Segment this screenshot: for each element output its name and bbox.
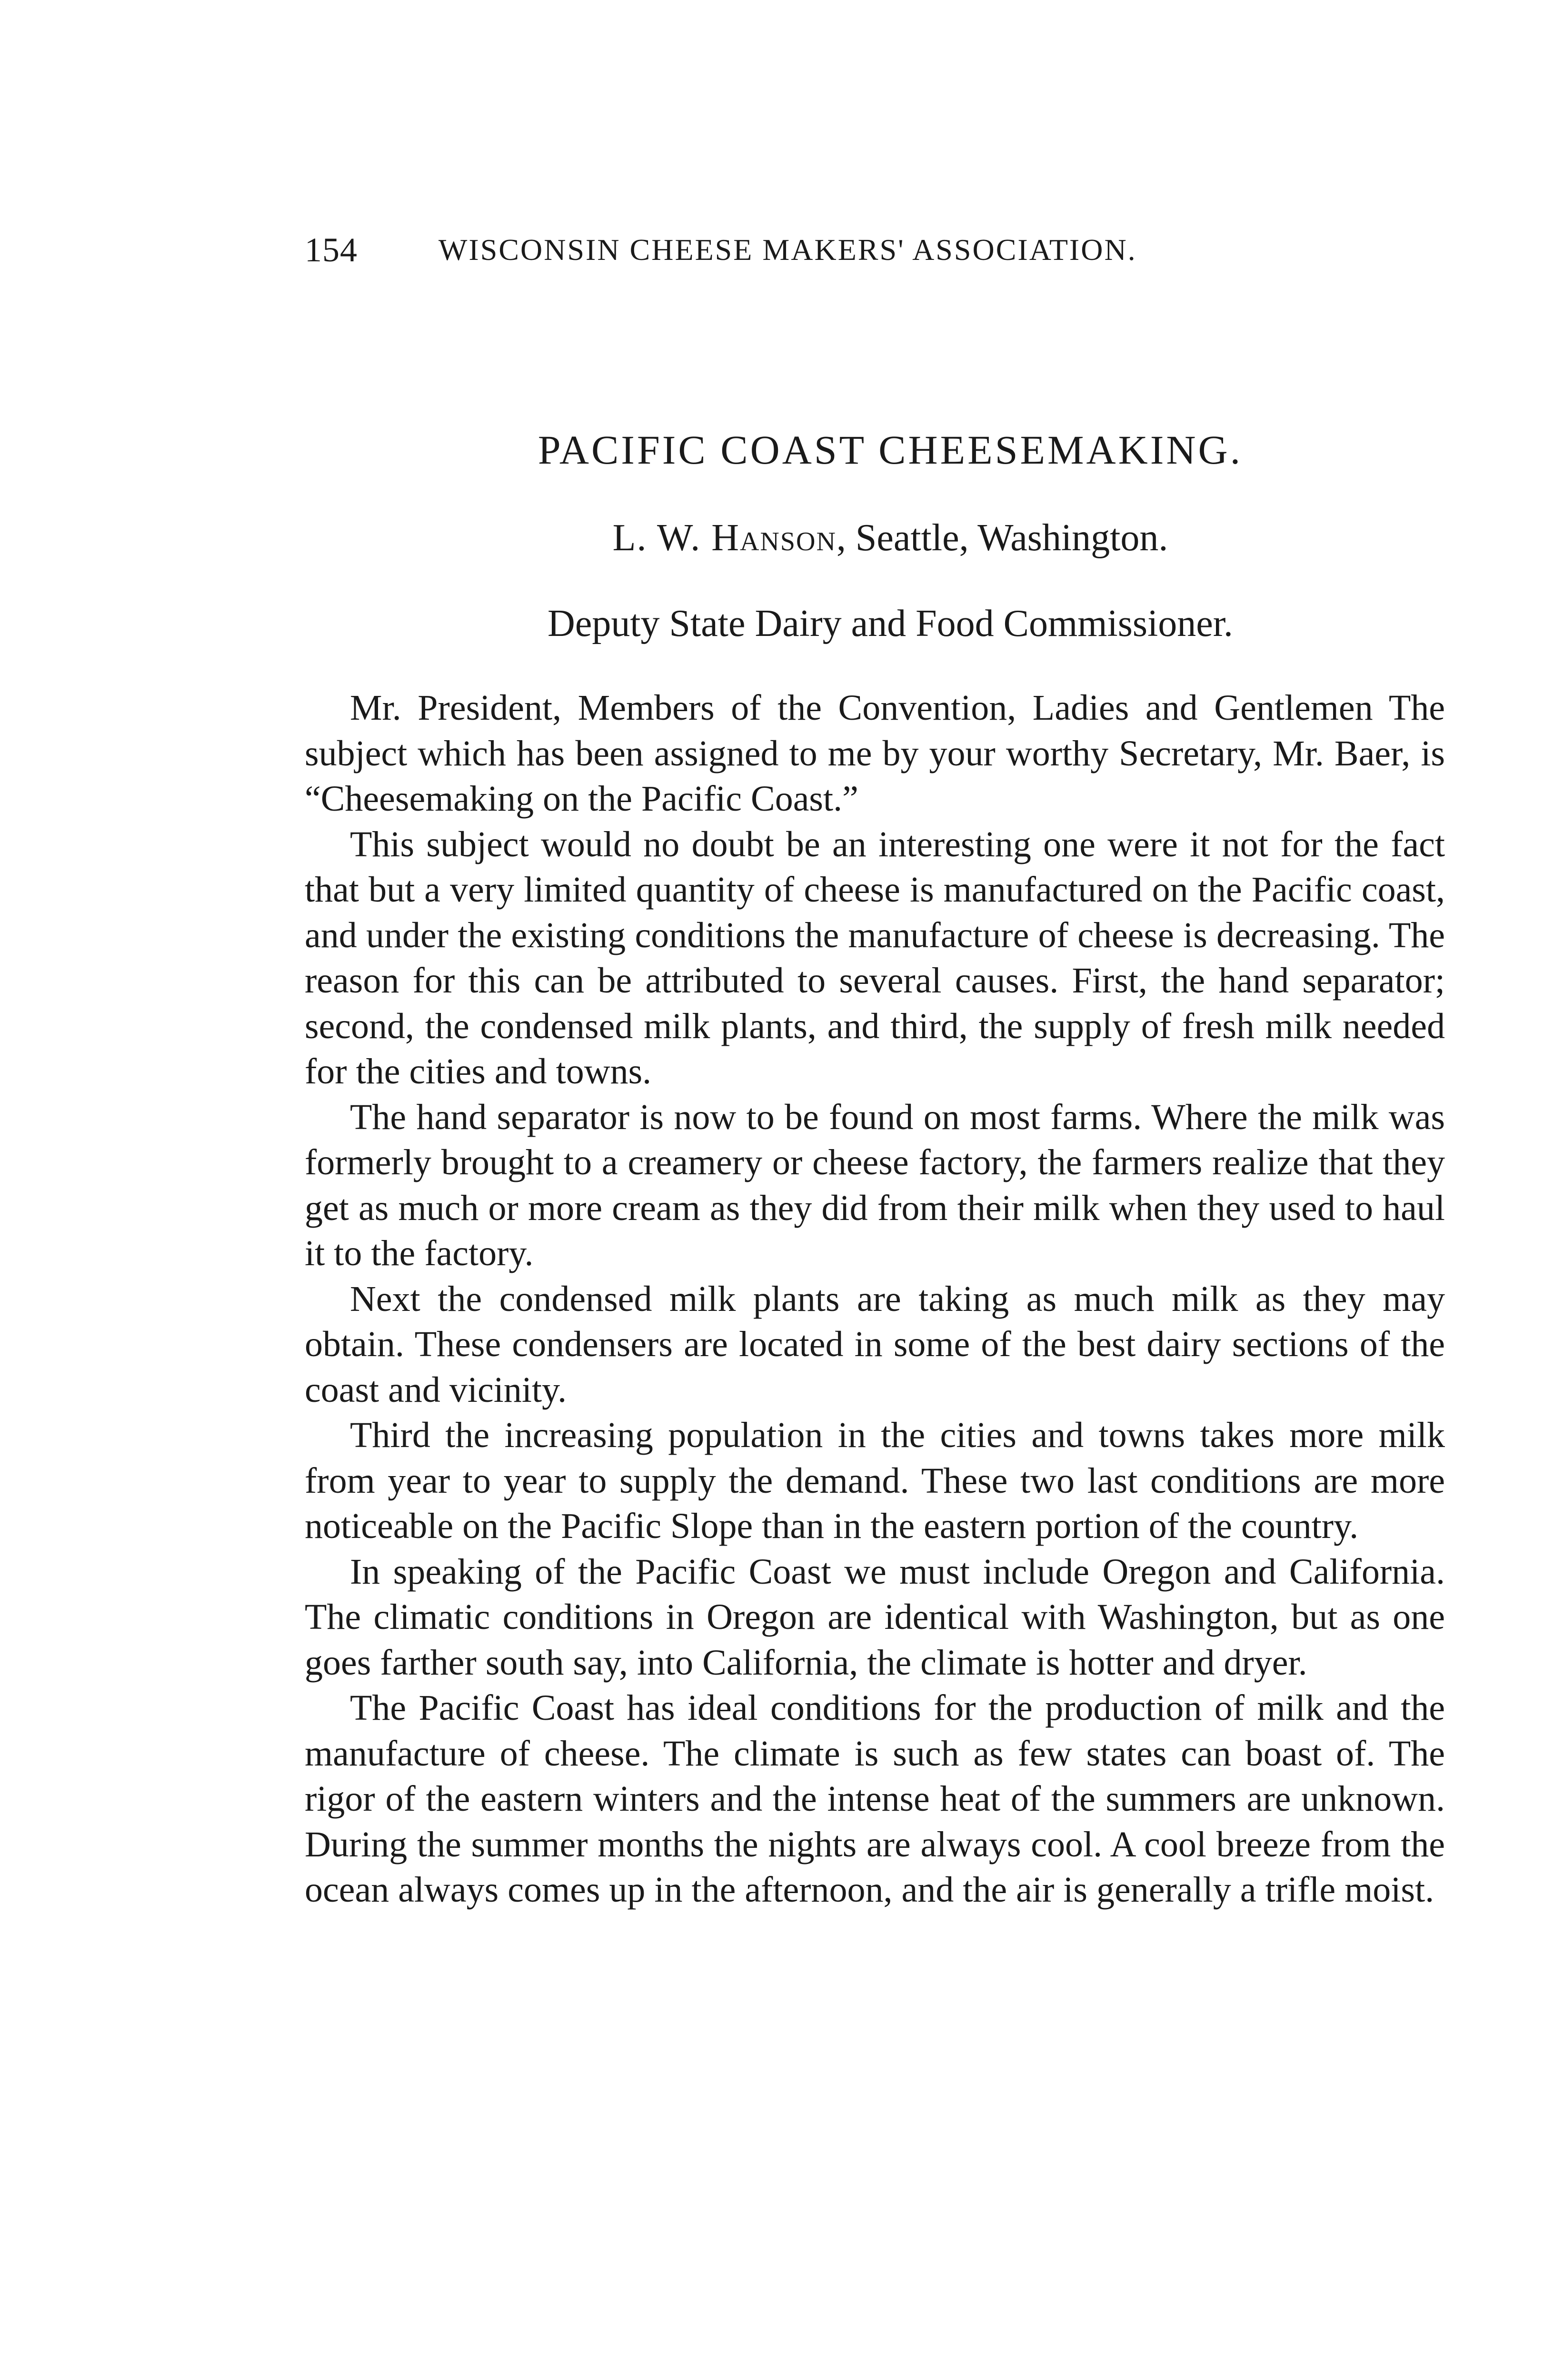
paragraph-2: This subject would no doubt be an interesting one were it not for the fact that but a very limited quantity of cheese is manufactured on the Pacific coast, and under the existing conditions the manufacture of cheese is decreasing. The reason for this can be attributed to several causes. First, the hand separator; second, the condensed milk plants, and third, the supply of fresh milk needed for the cities and towns. xyxy=(305,824,1445,1091)
byline-separator: , xyxy=(836,517,856,559)
article-title: PACIFIC COAST CHEESEMAKING. xyxy=(538,427,1243,473)
paragraph-5: Third the increasing population in the cities and towns takes more milk from year to year to supply the demand. These two last conditions are more noticeable on the Pacific Slope than in the eastern portion of the country. xyxy=(305,1415,1445,1546)
paragraph-1: Mr. President, Members of the Convention, Ladies and Gentlemen The subject which has been assigned to me by your worthy Secretary, Mr. Baer, is “Cheesemaking on the Pacific Coast.” xyxy=(305,688,1445,819)
paragraph-3: The hand separator is now to be found on most farms. Where the milk was formerly brought to a creamery or cheese factory, the farmers realize that they get as much or more cream as they did from their milk when they used to haul it to the factory. xyxy=(305,1097,1445,1273)
paragraph-4: Next the condensed milk plants are taking as much milk as they may obtain. These condensers are located in some of the best dairy sections of the coast and vicinity. xyxy=(305,1279,1445,1410)
author-name: L. W. Hanson xyxy=(612,517,837,559)
author-role: Deputy State Dairy and Food Commissioner. xyxy=(548,603,1233,645)
author-location: Seattle, Washington. xyxy=(855,517,1168,559)
running-head xyxy=(305,224,1293,276)
article-body xyxy=(305,685,1445,1913)
byline xyxy=(305,516,1476,560)
paragraph-7: The Pacific Coast has ideal conditions for the production of milk and the manufacture of cheese. The climate is such as few states can boast of. The rigor of the eastern winters and the intense heat of the summers are unknown. During the summer months the nights are always cool. A cool breeze from the ocean always comes up in the afternoon, and the air is generally a trifle moist. xyxy=(305,1688,1445,1910)
paragraph-6: In speaking of the Pacific Coast we must include Oregon and California. The climatic conditions in Oregon are identical with Washington, but as one goes farther south say, into California, the climate is hotter and dryer. xyxy=(305,1551,1445,1683)
running-title: WISCONSIN CHEESE MAKERS' ASSOCIATION. xyxy=(438,233,1137,267)
page-number: 154 xyxy=(305,230,358,269)
